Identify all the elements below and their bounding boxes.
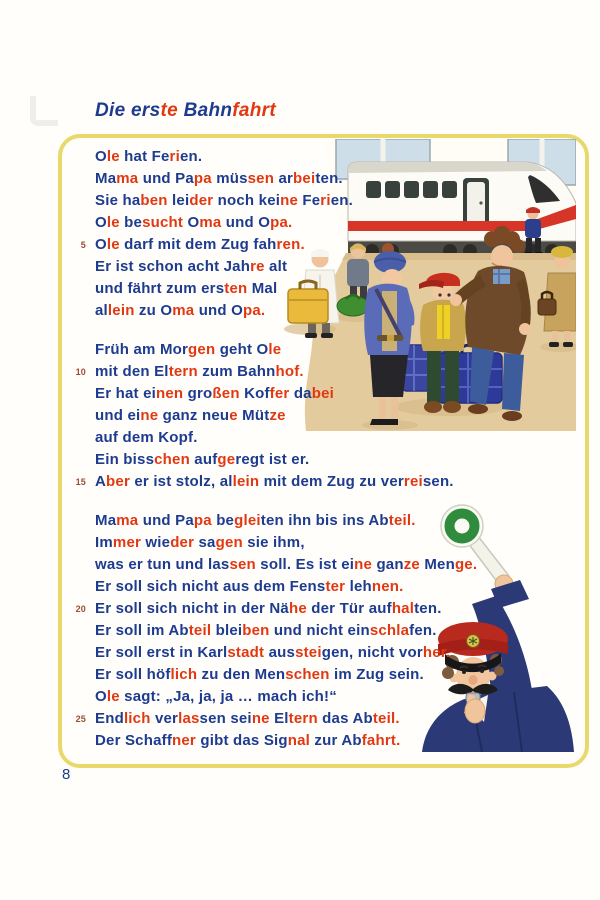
syllable-segment: der [170,534,195,551]
text-line [58,190,477,212]
syllable-segment: und Pa [138,170,194,187]
syllable-segment: nen. [371,578,404,595]
syllable-segment: Die ers [95,100,161,121]
syllable-segment: be [211,512,235,529]
syllable-segment: Sie ha [95,192,141,209]
paragraph [58,146,477,322]
syllable-segment: al [95,302,108,319]
syllable-segment: sie ihm, [242,534,305,551]
syllable-segment: e [229,407,238,424]
line-text [95,168,343,190]
line-number [58,190,95,212]
syllable-segment: pa. [243,302,266,319]
syllable-segment: blei [211,622,243,639]
syllable-segment: pa [193,512,212,529]
text-line [58,168,477,190]
syllable-segment: Er soll sich nicht aus dem Fens [95,578,326,595]
syllable-segment: darf mit dem Zug fah [119,236,277,253]
syllable-segment: her. [422,644,451,661]
syllable-segment: ne [280,192,299,209]
syllable-segment: Früh am Mor [95,341,189,358]
text-line [58,471,477,493]
syllable-segment: Der Schaff [95,732,173,749]
line-text [95,510,416,532]
syllable-segment: El [269,710,289,727]
syllable-segment: teil [188,622,212,639]
syllable-segment: geht O [215,341,269,358]
syllable-segment: sen. [422,473,454,490]
line-number [58,554,95,576]
line-number [58,405,95,427]
line-number: 25 [75,714,86,724]
paragraph [58,339,477,493]
syllable-segment: ar [274,170,294,187]
syllable-segment: müs [211,170,248,187]
syllable-segment: alt [264,258,288,275]
line-text [95,449,309,471]
syllable-segment: lich [123,710,151,727]
syllable-segment: stadt [227,644,265,661]
syllable-segment: im Zug sein. [329,666,424,683]
syllable-segment: Im [95,534,113,551]
syllable-segment: Mal [247,280,278,297]
syllable-segment: le [268,341,282,358]
syllable-segment: pa. [270,214,293,231]
line-text [95,383,334,405]
syllable-segment: ten. [315,170,343,187]
syllable-segment: Er ist schon acht Jah [95,258,251,275]
syllable-segment: fahrt. [361,732,401,749]
line-number [58,642,95,664]
line-text [95,339,281,361]
syllable-segment: schen [285,666,330,683]
text-line [58,449,477,471]
syllable-segment: sagt: „Ja, ja, ja … mach ich!“ [119,688,337,705]
syllable-segment: le [106,688,120,705]
text-line [58,642,477,664]
syllable-segment: rei [403,473,423,490]
syllable-segment: O [95,688,107,705]
syllable-segment: he [288,600,307,617]
syllable-segment: ri [320,192,331,209]
text-line [58,510,477,532]
syllable-segment: ten ihn bis ins Ab [260,512,389,529]
line-text [95,405,286,427]
reading-text [58,146,477,752]
line-number: 20 [75,604,86,614]
syllable-segment: Er soll höf [95,666,171,683]
syllable-segment: ma [172,302,195,319]
syllable-segment: lich [170,666,198,683]
text-line [58,405,477,427]
line-text [95,576,404,598]
syllable-segment: Er hat ei [95,385,156,402]
scan-artifact [30,96,58,126]
text-line [58,146,477,168]
syllable-segment: Er soll im Ab [95,622,189,639]
syllable-segment: mer [112,534,142,551]
text-line [58,427,477,449]
syllable-segment: O [95,148,107,165]
text-line [58,554,477,576]
text-line [58,664,477,686]
syllable-segment: teil. [372,710,400,727]
syllable-segment: re [250,258,265,275]
text-line [58,300,477,322]
syllable-segment: und Pa [138,512,194,529]
syllable-segment: zum Bahn [197,363,276,380]
syllable-segment: da [289,385,312,402]
line-text [95,190,353,212]
syllable-segment: und fährt zum ers [95,280,225,297]
syllable-segment: hof. [275,363,304,380]
syllable-segment: gen, nicht vor [321,644,423,661]
syllable-segment: glei [234,512,261,529]
syllable-segment: wie [141,534,171,551]
syllable-segment: gibt das Sig [195,732,288,749]
syllable-segment: ben [140,192,168,209]
syllable-segment: hal [391,600,415,617]
line-number [58,730,95,752]
syllable-segment: sa [194,534,216,551]
line-number [58,300,95,322]
line-text [95,300,265,322]
text-line [58,383,477,405]
line-number: 15 [75,477,86,487]
syllable-segment: Bahn [177,100,233,121]
syllable-segment: Fe [298,192,321,209]
syllable-segment: auf dem Kopf. [95,429,198,446]
text-line [58,730,477,752]
text-line [58,620,477,642]
syllable-segment: ver [150,710,179,727]
syllable-segment: en. [330,192,353,209]
syllable-segment: und nicht ein [269,622,370,639]
syllable-segment: sen [247,170,275,187]
syllable-segment: las [178,710,200,727]
syllable-segment: le [106,236,120,253]
line-number: 5 [80,240,86,250]
text-line [58,708,477,730]
syllable-segment: Kof [239,385,270,402]
syllable-segment: und O [194,302,244,319]
line-text [95,708,400,730]
line-number [58,620,95,642]
text-line [58,532,477,554]
line-number [58,278,95,300]
syllable-segment: bei [311,385,335,402]
syllable-segment: ma [116,512,139,529]
line-number [58,686,95,708]
syllable-segment: fahrt [232,100,276,121]
syllable-segment: ten [224,280,248,297]
syllable-segment: zu den Men [197,666,286,683]
line-text [95,664,424,686]
syllable-segment: sen [229,556,256,573]
syllable-segment: ge [217,451,236,468]
text-line [58,598,477,620]
syllable-segment: gen [188,341,216,358]
page-title [95,100,276,122]
syllable-segment: lein [107,302,135,319]
line-text [95,532,305,554]
line-text [95,256,287,278]
syllable-segment: und ei [95,407,141,424]
syllable-segment: noch kei [213,192,281,209]
syllable-segment: stei [295,644,322,661]
syllable-segment: ne [251,710,270,727]
text-line [58,361,477,383]
syllable-segment: en. [179,148,203,165]
line-text [95,730,400,752]
line-text [95,278,277,300]
syllable-segment: ganz neu [158,407,230,424]
syllable-segment: was er tun und las [95,556,230,573]
line-text [95,642,450,664]
syllable-segment: gro [183,385,213,402]
syllable-segment: lein [232,473,260,490]
syllable-segment: A [95,473,107,490]
line-text [95,212,292,234]
text-line [58,256,477,278]
syllable-segment: Müt [237,407,270,424]
syllable-segment: ze [403,556,420,573]
syllable-segment: sucht [142,214,184,231]
syllable-segment: mit dem Zug zu ver [259,473,404,490]
text-line [58,278,477,300]
syllable-segment: chen [154,451,190,468]
syllable-segment: ber [106,473,130,490]
line-number [58,383,95,405]
syllable-segment: gen [215,534,243,551]
text-line [58,339,477,361]
syllable-segment: er ist stolz, al [130,473,233,490]
syllable-segment: soll. Es ist ei [255,556,355,573]
syllable-segment: der Tür auf [306,600,392,617]
line-text [95,554,477,576]
line-number [58,212,95,234]
line-number [58,664,95,686]
syllable-segment: ren. [276,236,305,253]
syllable-segment: ze [269,407,286,424]
syllable-segment: Er soll sich nicht in der Nä [95,600,289,617]
line-number [58,146,95,168]
line-number: 10 [75,367,86,377]
syllable-segment: O [95,214,107,231]
syllable-segment: ne [140,407,159,424]
syllable-segment: und O [221,214,271,231]
syllable-segment: schla [369,622,410,639]
syllable-segment: zur Ab [310,732,362,749]
text-line [58,686,477,708]
syllable-segment: bei [293,170,316,187]
line-text [95,471,454,493]
syllable-segment: das Ab [317,710,373,727]
line-text [95,598,442,620]
syllable-segment: ma [199,214,222,231]
syllable-segment: ne [354,556,373,573]
syllable-segment: ten. [414,600,442,617]
syllable-segment: le [106,214,120,231]
line-number [58,510,95,532]
text-line [58,576,477,598]
syllable-segment: regt ist er. [235,451,310,468]
syllable-segment: O [183,214,200,231]
syllable-segment: Er soll erst in Karl [95,644,228,661]
syllable-segment: Ma [95,512,117,529]
text-line [58,212,477,234]
line-number [58,532,95,554]
line-number [58,256,95,278]
syllable-segment: sen sei [199,710,252,727]
line-text [95,686,337,708]
line-text [95,427,198,449]
syllable-segment: mit den El [95,363,169,380]
line-number [58,449,95,471]
line-text [95,361,304,383]
line-number [58,339,95,361]
text-line [58,234,477,256]
syllable-segment: aus [264,644,296,661]
syllable-segment: tern [288,710,318,727]
syllable-segment: teil. [388,512,416,529]
syllable-segment: te [160,100,178,121]
syllable-segment: nal [287,732,311,749]
syllable-segment: zu O [134,302,173,319]
syllable-segment: tern [168,363,198,380]
syllable-segment: ma [116,170,139,187]
syllable-segment: le [106,148,120,165]
line-number [58,427,95,449]
syllable-segment: lei [167,192,190,209]
syllable-segment: auf [189,451,218,468]
line-text [95,146,202,168]
syllable-segment: gan [372,556,404,573]
syllable-segment: Men [419,556,455,573]
syllable-segment: leh [345,578,372,595]
syllable-segment: be [119,214,143,231]
syllable-segment: End [95,710,124,727]
syllable-segment: ge. [454,556,478,573]
syllable-segment: O [95,236,107,253]
syllable-segment: fen. [409,622,437,639]
line-text [95,234,305,256]
syllable-segment: der [189,192,214,209]
syllable-segment: hat Fe [119,148,170,165]
syllable-segment: fer [269,385,290,402]
line-number [58,168,95,190]
syllable-segment: nen [156,385,184,402]
syllable-segment: ben [242,622,270,639]
syllable-segment: ner [172,732,196,749]
syllable-segment: ßen [212,385,240,402]
syllable-segment: pa [193,170,212,187]
page-number: 8 [62,766,71,783]
syllable-segment: Ma [95,170,117,187]
syllable-segment: ri [169,148,180,165]
paragraph [58,510,477,752]
syllable-segment: ter [325,578,346,595]
syllable-segment: Ein biss [95,451,155,468]
line-text [95,620,437,642]
line-number [58,576,95,598]
